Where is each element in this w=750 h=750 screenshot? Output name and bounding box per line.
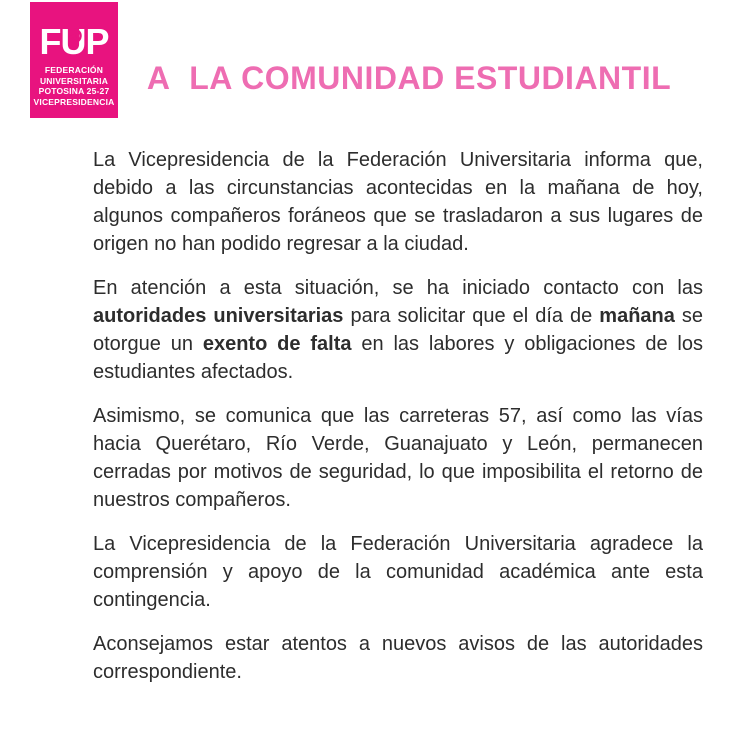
announcement-body	[93, 146, 703, 702]
paragraph-request-segment: En atención a esta situación, se ha iniciado contacto con las	[93, 277, 703, 299]
logo-caption-line-3: POTOSINA 25-27	[38, 86, 110, 96]
fup-logo	[30, 2, 118, 118]
logo-caption-line-2: UNIVERSITARIA	[39, 75, 109, 86]
paragraph-request-bold-exemption: exento de falta	[202, 333, 352, 355]
paragraph-thanks: La Vicepresidencia de la Federación Universitaria agradece la comprensión y apoyo de la comunidad académica ante esta contingencia.	[93, 533, 703, 611]
fup-logo-caption	[34, 65, 115, 107]
logo-caption-line-1: FEDERACIÓN	[44, 65, 104, 75]
paragraph-advice: Aconsejamos estar atentos a nuevos avisos de las autoridades correspondiente.	[93, 633, 703, 683]
paragraph-request-segment: para solicitar que el día de	[343, 305, 600, 327]
fup-logo-acronym-text: FUP	[39, 21, 109, 62]
paragraph-intro: La Vicepresidencia de la Federación Universitaria informa que, debido a las circunstancias acontecidas en la mañana de hoy, algunos compañeros foráneos que se trasladaron a sus lugares de origen no han podido regresar a la ciudad.	[93, 149, 703, 255]
fup-logo-acronym	[39, 21, 109, 62]
paragraph-request	[93, 274, 703, 386]
paragraph-roads: Asimismo, se comunica que las carreteras 57, así como las vías hacia Querétaro, Río Verde, Guanajuato y León, permanecen cerradas por motivos de seguridad, lo que imposibilita el retorno de nuestros compañeros.	[93, 405, 703, 511]
paragraph-request-segment: se otorgue un	[93, 305, 704, 355]
logo-caption-line-4: VICEPRESIDENCIA	[33, 96, 115, 107]
paragraph-request-bold-authorities: autoridades universitarias	[93, 305, 344, 327]
paragraph-request-bold-tomorrow: mañana	[599, 305, 675, 327]
paragraph-request-segment: en las labores y obligaciones de los estudiantes afectados.	[93, 333, 703, 383]
page-title: A LA COMUNIDAD ESTUDIANTIL	[146, 60, 672, 96]
